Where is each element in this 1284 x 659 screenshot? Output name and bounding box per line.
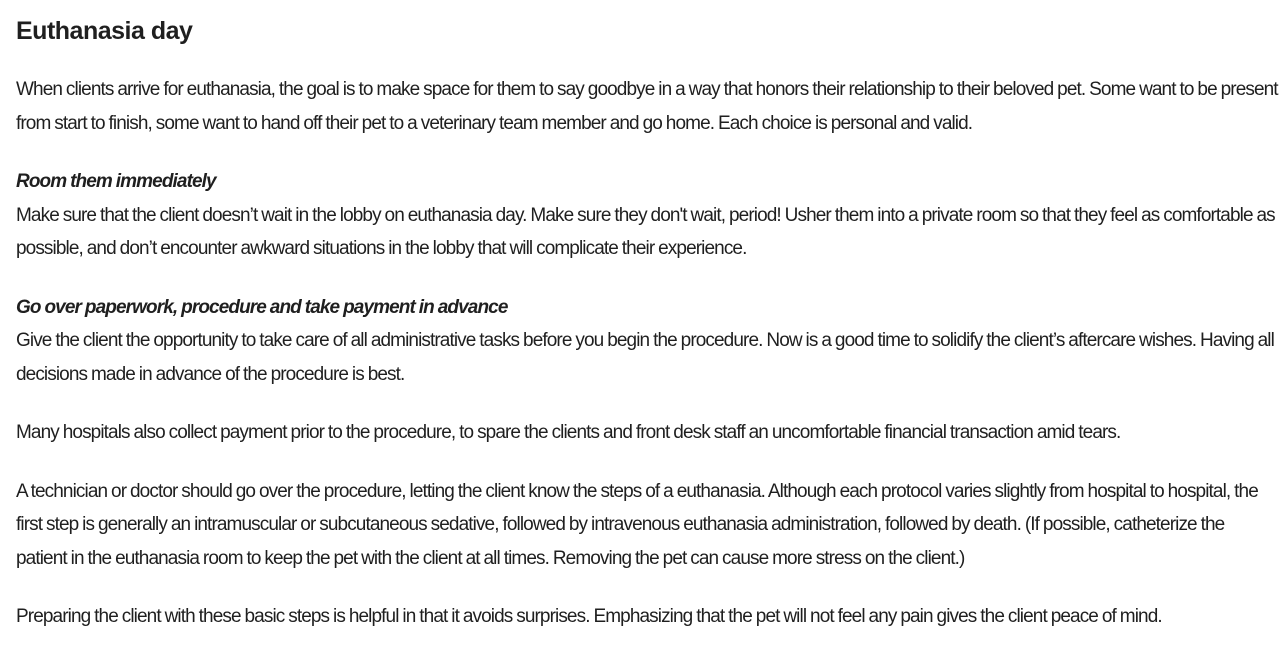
section-heading: Go over paperwork, procedure and take payment in advance [16,296,508,318]
section-paperwork [16,291,1278,392]
intro-paragraph: When clients arrive for euthanasia, the goal is to make space for them to say goodbye in a way that honors their relationship to their beloved pet. Some want to be present from start to finish, some want to hand off their pet to a veterinary team member and go home. Each choice is personal and valid. [16,79,1278,134]
paragraph-preparing: Preparing the client with these basic steps is helpful in that it avoids surprises. Emphasizing that the pet will not feel any pain gives the client peace of mind. [16,606,1162,627]
section-body: Give the client the opportunity to take care of all administrative tasks before you begin the procedure. Now is a good time to solidify the client’s aftercare wishes. Having all decisions made in advance of the procedure is best. [16,330,1274,385]
paragraph-procedure: A technician or doctor should go over the procedure, letting the client know the steps of a euthanasia. Although each protocol varies slightly from hospital to hospital, the first step is generally an intramuscular or subcutaneous sedative, followed by intravenous euthanasia administration, followed by death. (If possible, catheterize the patient in the euthanasia room to keep the pet with the client at all times. Removing the pet can cause more stress on the client.) [16,480,1258,569]
section-room-immediately [16,165,1278,266]
section-heading: Room them immediately [16,171,216,192]
article [16,15,1278,659]
section-body: Make sure that the client doesn’t wait in the lobby on euthanasia day. Make sure they don't wait, period! Usher them into a private room so that they feel as comfortable as possible, and don’t encounter awkward situations in the lobby that will complicate their experience. [16,204,1275,259]
article-title: Euthanasia day [16,17,193,45]
paragraph-payment: Many hospitals also collect payment prior to the procedure, to spare the clients and front desk staff an uncomfortable financial transaction amid tears. [16,422,1121,443]
